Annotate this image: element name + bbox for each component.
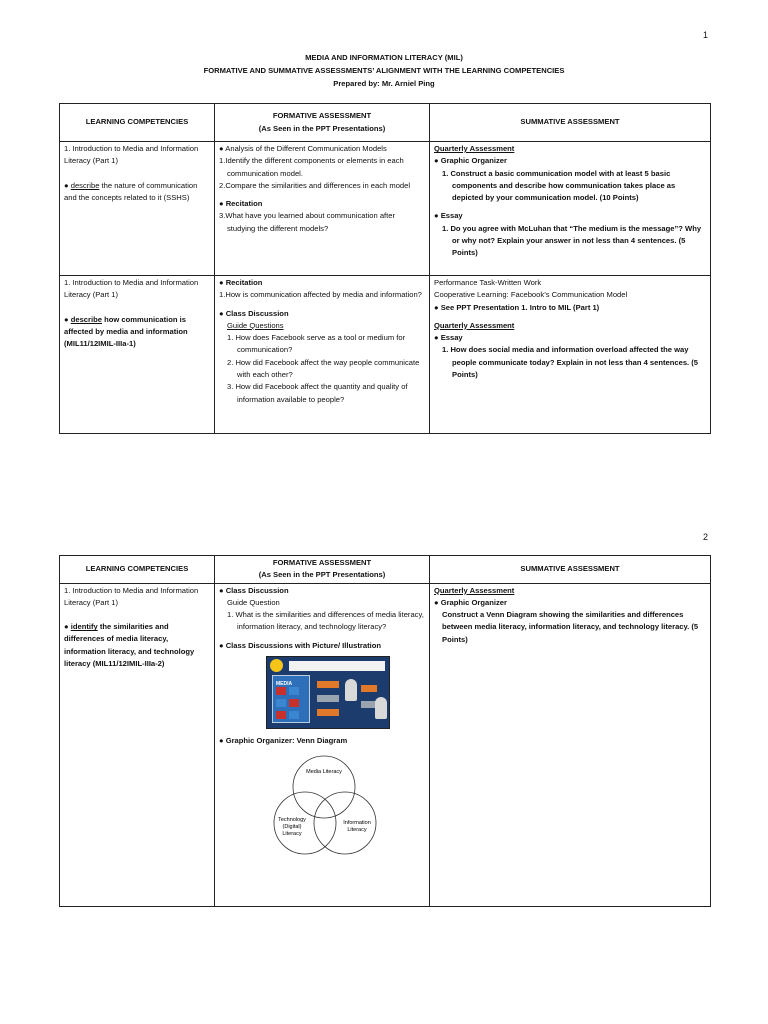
formative-item: 3.What have you learned about communication after studying the different models? [219,211,396,233]
summative-item: 1. Construct a basic communication model with at least 5 basic components and describe how communication takes place as depicted by your communication model. (10 Points) [442,168,676,203]
table-header-row [60,104,711,142]
competency-title: 1. Introduction to Media and Information Literacy (Part 1) [64,144,199,166]
table-row [60,276,711,434]
venn-label-media: Media Literacy [306,769,342,776]
summative-cell [430,276,711,434]
competency-verb: describe [70,180,100,190]
header-learning-competencies: LEARNING COMPETENCIES [60,556,215,584]
formative-item: 3. How did Facebook affect the quantity and quality of information available to people? [227,382,408,404]
summative-item: Cooperative Learning: Facebook’s Communication Model [434,290,628,300]
media-tile-icon [289,699,299,707]
summative-item: 1. Do you agree with McLuhan that “The medium is the message”? Why or why not? Explain your answer in not less than 4 sentences. (5 Points) [442,223,702,258]
competency-verb: describe [70,314,102,324]
formative-item: ● Analysis of the Different Communication Models [219,144,387,153]
venn-label-technology-1: Technology [278,817,306,824]
venn-label-technology-2: (Digital) [282,824,302,831]
page-number: 1 [703,30,709,40]
table-header-row [60,556,711,584]
summative-cell [430,583,711,906]
media-literacy-illustration [266,656,390,729]
venn-label-technology-3: Literacy [282,831,302,838]
media-tile-icon [289,687,299,695]
competency-cell [60,583,215,906]
competency-text: how communication is affected by media and information (MIL11/12IMIL-IIIa-1) [64,314,188,349]
venn-label-information-2: Literacy [347,827,367,834]
header-learning-competencies: LEARNING COMPETENCIES [60,104,215,142]
competency-text: the nature of communication and the concepts related to it (SSHS) [64,180,198,202]
media-panel-label: MEDIA [276,681,293,688]
venn-circle-media [293,756,355,818]
document-title: MEDIA AND INFORMATION LITERACY (MIL) [305,53,463,62]
formative-item: 2. How did Facebook affect the way people communicate with each other? [227,357,420,380]
summative-item: ● Essay [434,333,463,343]
assessment-table-page-2 [59,555,711,907]
media-tile-icon [289,711,299,719]
page-number: 2 [703,532,709,542]
formative-cell [215,276,430,434]
competency-cell [60,276,215,434]
formative-item: 1. How does Facebook serve as a tool or medium for communication? [227,333,406,355]
header-formative-subtitle: (As Seen in the PPT Presentations) [258,570,386,580]
competency-cell [60,142,215,276]
formative-item: ● Recitation [219,199,263,209]
summative-item: 1. How does social media and information overload affected the way people communicate today? Explain in not less than 4 sentences. (5 Points) [442,345,699,380]
header-formative-subtitle: (As Seen in the PPT Presentations) [258,123,386,133]
document-subtitle: FORMATIVE AND SUMMATIVE ASSESSMENTS’ ALIGNMENT WITH THE LEARNING COMPETENCIES [203,66,565,75]
header-formative-title: FORMATIVE ASSESSMENT [272,111,372,121]
competency-title: 1. Introduction to Media and Information Literacy (Part 1) [64,278,199,300]
summative-heading: Quarterly Assessment [434,320,515,330]
table-row [60,583,711,906]
summative-item: ● See PPT Presentation 1. Intro to MIL (Part 1) [434,302,600,312]
formative-item: Guide Questions [227,320,284,330]
venn-diagram [259,753,389,863]
arrow-left-icon [361,685,377,692]
arrow-right-icon [317,709,339,716]
person-figure-icon [375,697,387,719]
assessment-table-page-1 [59,103,711,434]
media-tile-icon [276,699,286,707]
formative-item: ● Class Discussions with Picture/ Illustration [219,640,381,650]
header-formative-title: FORMATIVE ASSESSMENT [272,558,372,567]
header-formative-assessment [215,556,430,584]
media-tile-icon [276,687,286,695]
venn-label-information-1: Information [343,820,371,827]
table-row [60,142,711,276]
formative-item: Guide Question [227,597,280,607]
summative-cell [430,142,711,276]
bullet: ● [64,314,69,324]
summative-item: ● Graphic Organizer [434,156,507,166]
formative-cell [215,142,430,276]
media-tile-icon [276,711,286,719]
formative-item: ● Graphic Organizer: Venn Diagram [219,736,348,746]
arrow-right-icon [317,681,339,688]
arrow-right-icon [317,695,339,702]
summative-heading: Quarterly Assessment [434,585,515,595]
formative-item: ● Recitation [219,278,263,287]
illustration-banner [289,661,385,671]
sunglasses-emoji-icon [270,659,283,672]
competency-description [64,621,210,670]
summative-heading: Quarterly Assessment [434,144,515,153]
bullet: ● [64,622,69,632]
competency-description [64,180,210,205]
bullet: ● [64,180,69,190]
competency-verb: identify [70,622,98,632]
summative-item: Performance Task-Written Work [434,278,542,287]
formative-item: ● Class Discussion [219,585,289,595]
formative-item: ● Class Discussion [219,308,289,318]
formative-item: 1.Identify the different components or elements in each communication model. [219,156,404,178]
competency-description [64,314,210,351]
formative-item: 1. What is the similarities and differences of media literacy, information literacy, and technology literacy? [227,610,424,632]
venn-diagram-svg [259,753,389,863]
competency-title: 1. Introduction to Media and Information Literacy (Part 1) [64,585,199,607]
formative-item: 1.How is communication affected by media and information? [219,290,422,300]
header-summative-assessment: SUMMATIVE ASSESSMENT [430,104,711,142]
summative-item: ● Graphic Organizer [434,597,507,607]
summative-item: Construct a Venn Diagram showing the similarities and differences between media literacy, information literacy, and technology literacy. (5 Points) [442,610,699,644]
summative-item: ● Essay [434,211,463,221]
document-author: Prepared by: Mr. Arniel Ping [333,79,435,88]
competency-text: the similarities and differences of media literacy, information literacy, and technology literacy (MIL11/12IMIL-IIIa-2) [64,622,195,669]
header-summative-assessment: SUMMATIVE ASSESSMENT [430,556,711,584]
venn-circle-technology [274,792,336,854]
formative-cell [215,583,430,906]
formative-item: 2.Compare the similarities and differences in each model [219,180,411,190]
person-figure-icon [345,679,357,701]
header-formative-assessment [215,104,430,142]
